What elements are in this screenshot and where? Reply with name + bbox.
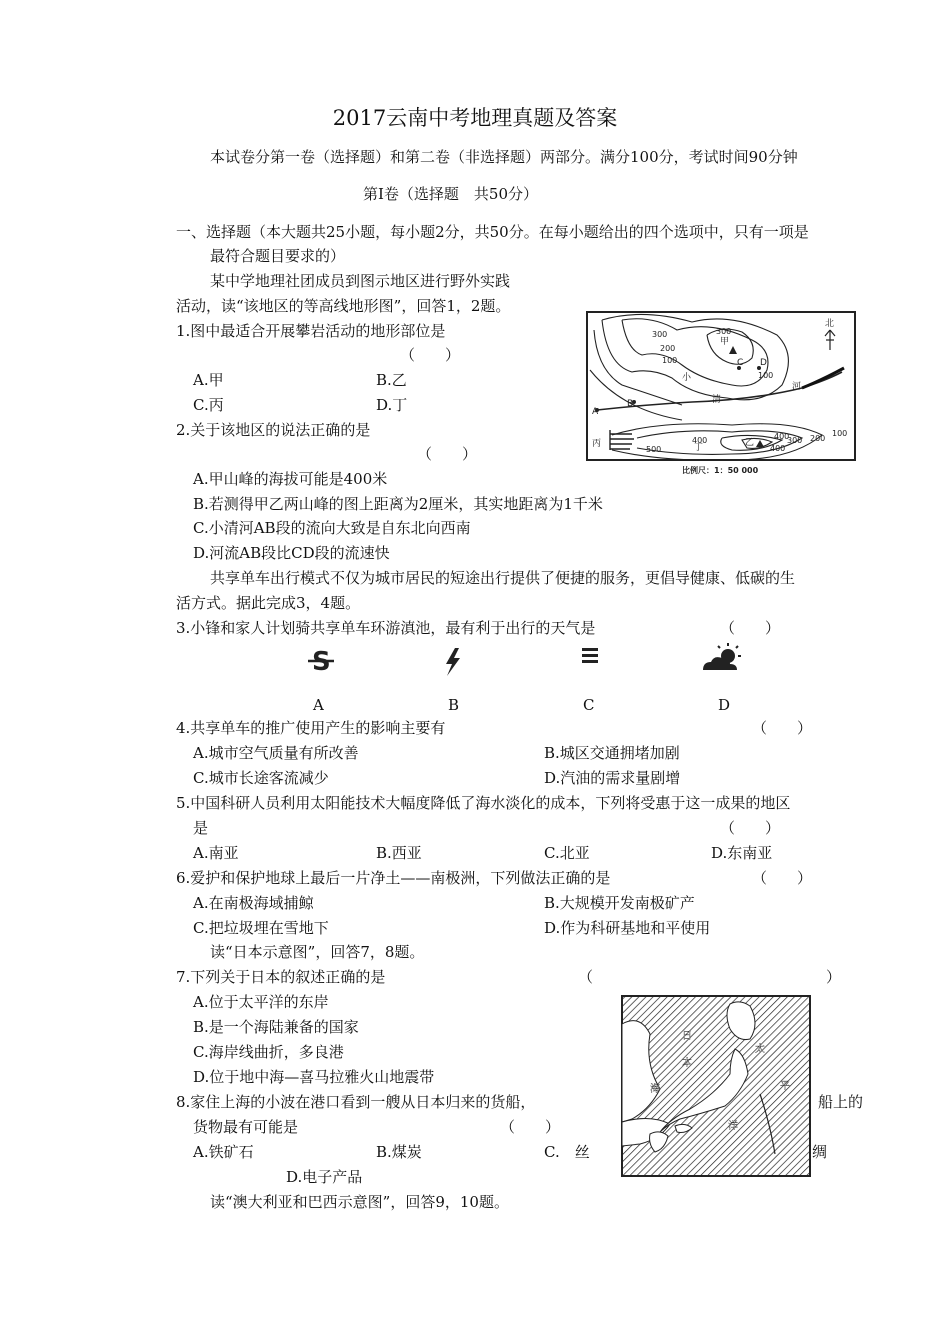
passage-q3-4-line2: 活方式。据此完成3，4题。 [176, 594, 361, 612]
q5-stem-line1: 5.中国科研人员利用太阳能技术大幅度降低了海水淡化的成本，下列将受惠于这一成果的地区 [176, 794, 791, 812]
q7-paren-left: （ [578, 968, 594, 986]
lightning-icon [446, 648, 460, 676]
q1-option-c: C.丙 [193, 396, 224, 414]
q5-stem-line2: 是 [193, 819, 209, 837]
label-ping: 平 [780, 1081, 790, 1092]
q5-option-c: C.北亚 [544, 844, 590, 862]
label-tai: 太 [755, 1044, 765, 1055]
q1-option-a: A.甲 [193, 371, 224, 389]
contour-map [582, 310, 862, 478]
q4-stem: 4.共享单车的推广使用产生的影响主要有 [176, 719, 446, 737]
q7-paren-right: ） [826, 968, 842, 986]
q3-option-d: D [718, 696, 731, 714]
q7-option-d: D.位于地中海—喜马拉雅火山地震带 [193, 1068, 435, 1086]
contour-label: 400 [770, 444, 786, 453]
part1-instruction-line1: 一、选择题（本大题共25小题，每小题2分，共50分。在每小题给出的四个选项中，只有一项是 [176, 223, 809, 241]
q3-option-a: A [313, 696, 324, 714]
contour-label: 100 [758, 371, 774, 380]
q6-option-c: C.把垃圾埋在雪地下 [193, 919, 329, 937]
section-title: 第Ⅰ卷（选择题 共50分） [363, 185, 539, 203]
q5-option-b: B.西亚 [376, 844, 422, 862]
q6-option-d: D.作为科研基地和平使用 [544, 919, 711, 937]
passage-q3-4-line1: 共享单车出行模式不仅为城市居民的短途出行提供了便捷的服务，更倡导健康、低碳的生 [210, 569, 796, 587]
q2-option-d: D.河流AB段比CD段的流速快 [193, 544, 390, 562]
q8-stem-line2: 货物最有可能是 [193, 1118, 299, 1136]
label-jia: 甲 [720, 337, 730, 347]
label-point-c: C [737, 358, 744, 368]
map-scale: 比例尺：1：50 000 [682, 466, 759, 475]
q4-option-a: A.城市空气质量有所改善 [193, 744, 359, 762]
label-river-2: 清 [712, 395, 722, 405]
north-label: 北 [825, 319, 835, 329]
contour-label: 300 [652, 330, 668, 339]
label-point-d: D [760, 358, 767, 368]
q7-option-a: A.位于太平洋的东岸 [193, 993, 329, 1011]
q8-option-a: A.铁矿石 [193, 1143, 254, 1161]
q1-stem: 1.图中最适合开展攀岩活动的地形部位是 [176, 322, 446, 340]
q4-answer-blank: （ ） [752, 719, 813, 737]
q4-option-b: B.城区交通拥堵加剧 [544, 744, 680, 762]
contour-label: 300 [716, 327, 732, 336]
q7-option-b: B.是一个海陆兼备的国家 [193, 1018, 359, 1036]
label-ri: 日 [682, 1031, 692, 1042]
page-title: 2017云南中考地理真题及答案 [332, 106, 618, 130]
label-ben: 本 [682, 1058, 692, 1069]
q8-option-b: B.煤炭 [376, 1143, 422, 1161]
q6-stem: 6.爱护和保护地球上最后一片净土——南极洲，下列做法正确的是 [176, 869, 611, 887]
fog-icon [582, 648, 598, 663]
label-yi: 乙 [745, 438, 755, 448]
contour-label: 400 [774, 432, 790, 441]
q7-stem: 7.下列关于日本的叙述正确的是 [176, 968, 386, 986]
q2-stem: 2.关于该地区的说法正确的是 [176, 421, 371, 439]
passage-q1-2-line2: 活动，读“该地区的等高线地形图”，回答1，2题。 [176, 297, 511, 315]
passage-q9-10: 读“澳大利亚和巴西示意图”，回答9，10题。 [210, 1193, 509, 1211]
q3-stem: 3.小锋和家人计划骑共享单车环游滇池，最有利于出行的天气是 [176, 619, 596, 637]
q2-option-c: C.小清河AB段的流向大致是自东北向西南 [193, 519, 471, 537]
q1-option-b: B.乙 [376, 371, 407, 389]
svg-text:S: S [312, 647, 331, 677]
label-ding: 丁 [694, 443, 704, 453]
q8-option-c-end: 绸 [812, 1143, 828, 1161]
q6-option-a: A.在南极海域捕鲸 [193, 894, 314, 912]
q8-stem-line1: 8.家住上海的小波在港口看到一艘从日本归来的货船， [176, 1093, 536, 1111]
q8-answer-blank: （ ） [500, 1118, 561, 1136]
contour-label: 500 [646, 445, 662, 454]
q5-option-a: A.南亚 [193, 844, 239, 862]
q8-stem-line1-end: 船上的 [818, 1093, 864, 1111]
q7-option-c: C.海岸线曲折，多良港 [193, 1043, 344, 1061]
label-river-1: 小 [682, 373, 692, 383]
q5-option-d: D.东南亚 [711, 844, 773, 862]
q4-option-d: D.汽油的需求量剧增 [544, 769, 681, 787]
contour-label: 400 [692, 436, 708, 445]
weather-icons-row [300, 640, 760, 680]
contour-label: 300 [787, 436, 803, 445]
q5-answer-blank: （ ） [720, 819, 781, 837]
label-bing: 丙 [592, 439, 602, 449]
passage-q1-2-line1: 某中学地理社团成员到图示地区进行野外实践 [210, 272, 511, 290]
sunny-to-cloudy-icon [703, 643, 741, 670]
contour-label: 200 [660, 344, 676, 353]
q6-answer-blank: （ ） [752, 869, 813, 887]
contour-label: 200 [810, 434, 826, 443]
q4-option-c: C.城市长途客流减少 [193, 769, 329, 787]
q3-answer-blank: （ ） [720, 619, 781, 637]
label-river-3: 河 [792, 382, 802, 392]
exam-intro: 本试卷分第一卷（选择题）和第二卷（非选择题）两部分。满分100分，考试时间90分钟 [210, 148, 798, 166]
q3-option-b: B [448, 696, 460, 714]
q8-option-c: C. 丝 [544, 1143, 590, 1161]
q2-option-a: A.甲山峰的海拔可能是400米 [193, 470, 388, 488]
contour-label: 100 [662, 356, 678, 365]
q2-answer-blank: （ ） [417, 445, 478, 463]
q1-option-d: D.丁 [376, 396, 408, 414]
passage-q7-8: 读“日本示意图”，回答7，8题。 [210, 943, 425, 961]
japan-map [620, 994, 812, 1178]
label-point-a: A [592, 407, 599, 417]
q6-option-b: B.大规模开发南极矿产 [544, 894, 695, 912]
q8-option-d: D.电子产品 [286, 1168, 363, 1186]
label-point-b: B [627, 399, 634, 409]
sandstorm-icon [308, 647, 334, 677]
contour-label: 100 [832, 429, 848, 438]
q3-option-c: C [583, 696, 595, 714]
q2-option-b: B.若测得甲乙两山峰的图上距离为2厘米，其实地距离为1千米 [193, 495, 603, 513]
label-yang: 洋 [728, 1121, 738, 1132]
label-hai: 海 [650, 1084, 660, 1095]
q1-answer-blank: （ ） [400, 346, 461, 364]
part1-instruction-line2: 最符合题目要求的） [210, 247, 346, 265]
